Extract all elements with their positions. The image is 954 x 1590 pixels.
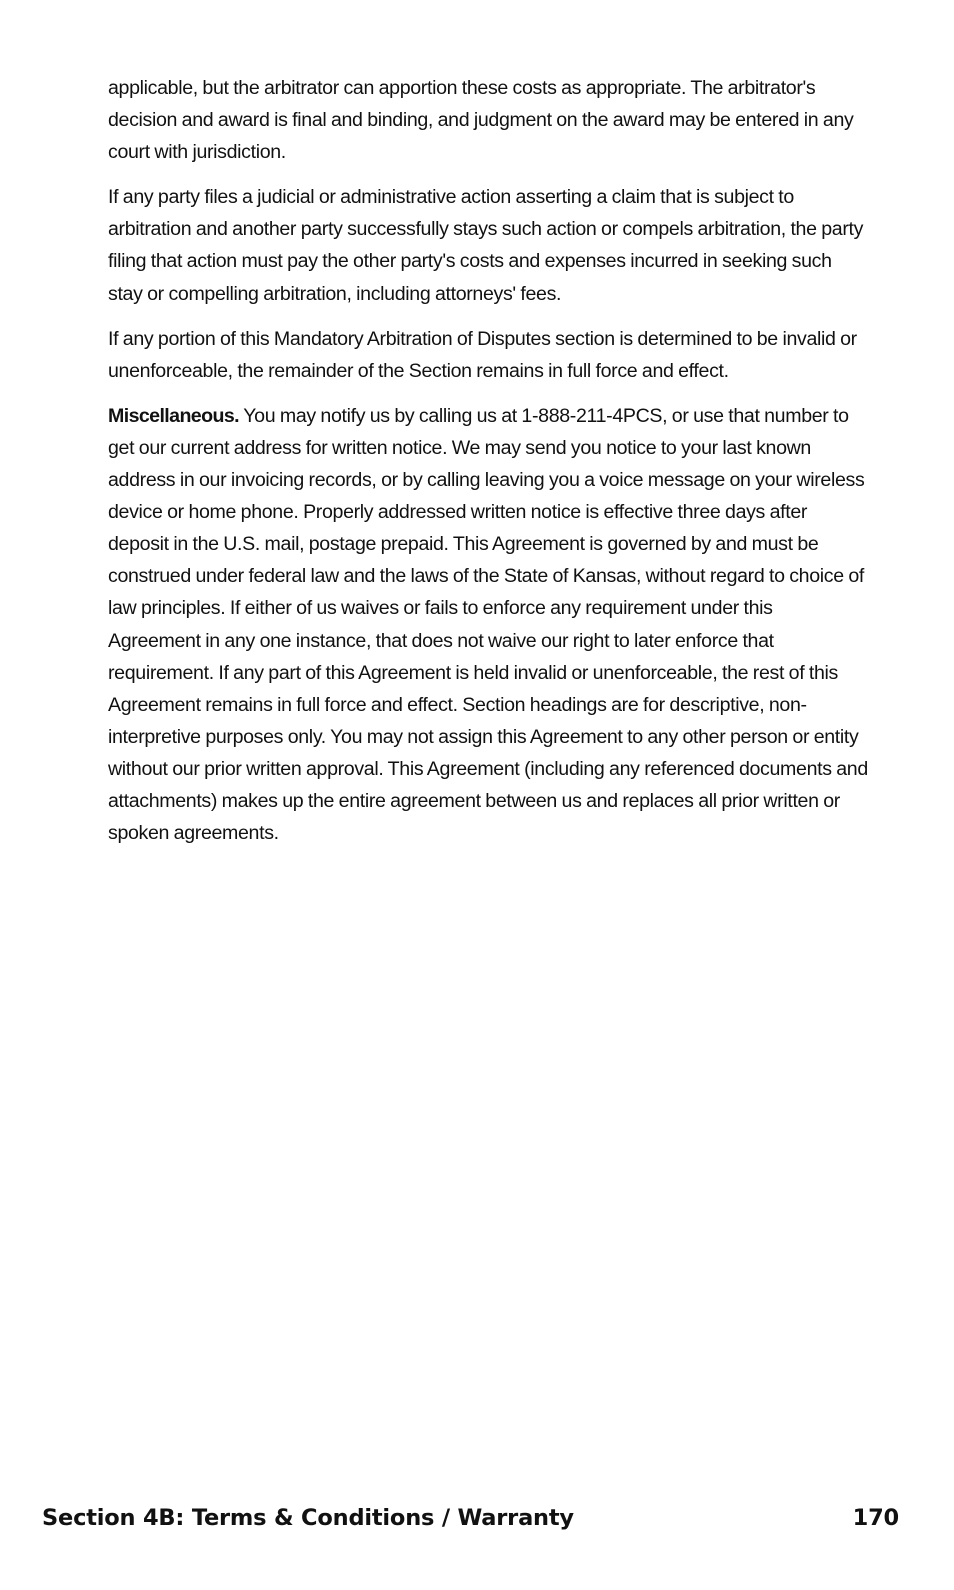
paragraph-miscellaneous [108,400,868,849]
page-body [108,72,868,862]
paragraph-stay-action: If any party files a judicial or administrative action asserting a claim that is subject to arbitration and another party successfully stays such action or compels arbitration, the party filing that action must pay the other party's costs and expenses incurred in seeking such stay or compelling arbitration, including attorneys' fees. [108,186,864,305]
paragraph-arbitration-costs: applicable, but the arbitrator can apportion these costs as appropriate. The arbitrator's decision and award is final and binding, and judgment on the award may be entered in any court with jurisdiction. [108,77,854,164]
page-number: 170 [852,1505,899,1531]
footer-section-title: Section 4B: Terms & Conditions / Warranty [42,1505,574,1531]
page-footer [42,1500,899,1536]
miscellaneous-heading: Miscellaneous. [108,404,239,427]
miscellaneous-text: You may notify us by calling us at 1-888-211-4PCS, or use that number to get our current address for written notice. We may send you notice to your last known address in our invoicing records, or by calling leaving you a voice message on your wireless device or home phone. Properly addressed written notice is effective three days after deposit in the U.S. mail, postage prepaid. This Agreement is governed by and must be construed under federal law and the laws of the State of Kansas, without regard to choice of law principles. If either of us waives or fails to enforce any requirement under this Agreement in any one instance, that does not waive our right to later enforce that requirement. If any part of this Agreement is held invalid or unenforceable, the rest of this Agreement remains in full force and effect. Section headings are for descriptive, non-interpretive purposes only. You may not assign this Agreement to any other person or entity without our prior written approval. This Agreement (including any referenced documents and attachments) makes up the entire agreement between us and replaces all prior written or spoken agreements. [108,404,868,845]
paragraph-severability: If any portion of this Mandatory Arbitration of Disputes section is determined to be invalid or unenforceable, the remainder of the Section remains in full force and effect. [108,327,857,382]
